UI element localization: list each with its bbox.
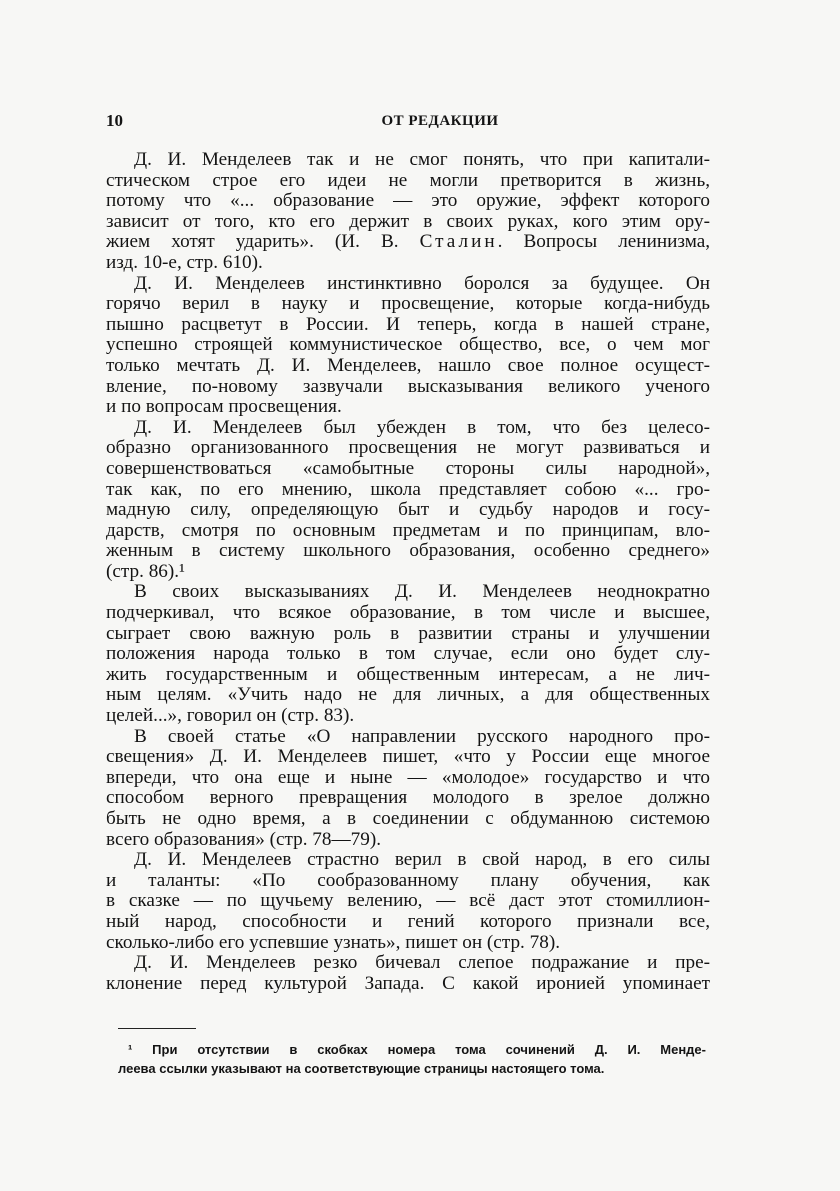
text-fragment: . Вопросы ленинизма, [497,232,710,253]
text-line: дарств, смотря по основным предметам и по принципам, вло- [106,520,710,541]
text-line: Д. И. Менделеев инстинктивно боролся за будущее. Он [134,273,710,294]
text-line: В своих высказываниях Д. И. Менделеев неоднократно [134,582,710,603]
running-title: ОТ РЕДАКЦИИ [381,113,499,129]
paragraph-1 [106,150,710,274]
author-name-spaced: Сталин [419,232,498,253]
footnote-divider [118,1028,196,1029]
text-line: женным в систему школьного образования, особенно среднего» [106,541,710,562]
text-line: в сказке — по щучьему велению, — всё даст этот стомиллион- [106,891,710,912]
text-line: подчеркивал, что всякое образование, в том числе и высшее, [106,603,710,624]
text-line: изд. 10-е, стр. 610). [106,252,263,273]
footnote-line: леева ссылки указывают на соответствующие страницы настоящего тома. [118,1061,605,1076]
paragraph-3 [106,418,710,583]
text-line: и по вопросам просвещения. [106,397,342,418]
text-line: ный народ, способности и гений которого признали все, [106,911,710,932]
text-line: так как, по его мнению, школа представляет собою «... гро- [106,479,710,500]
text-line: вление, по-новому зазвучали высказывания великого ученого [106,376,710,397]
text-line: Д. И. Менделеев страстно верил в свой народ, в его силы [134,850,710,871]
text-line: сколько-либо его успевшие узнать», пишет он (стр. 78). [106,932,561,953]
text-line: Д. И. Менделеев резко бичевал слепое подражание и пре- [134,953,710,974]
paragraph-6 [106,850,710,953]
text-line: ным целям. «Учить надо не для личных, а для общественных [106,685,710,706]
text-line: (стр. 86).¹ [106,561,185,582]
paragraph-5 [106,727,710,851]
text-line: совершенствоваться «самобытные стороны силы народной», [106,458,710,479]
text-line: жить государственным и общественным интересам, а не лич- [106,664,710,685]
paragraph-2 [106,274,710,418]
text-line: потому что «... образование — это оружие, эффект которого [106,191,710,212]
text-line [106,232,710,253]
text-line: Д. И. Менделеев так и не смог понять, что при капитали- [134,150,710,170]
text-line: целей...», говорил он (стр. 83). [106,706,355,727]
text-line: образно организованного просвещения не могут развиваться и [106,438,710,459]
footnote [118,1040,706,1078]
text-fragment: жием хотят ударить». (И. В. [106,232,399,253]
text-line: способом верного превращения молодого в зрелое должно [106,788,710,809]
footnote-line: ¹ При отсутствии в скобках номера тома сочинений Д. И. Менде- [128,1042,706,1057]
body-text [106,150,710,994]
text-line: и таланты: «По сообразованному плану обучения, как [106,870,710,891]
text-line: пышно расцветут в России. И теперь, когда в нашей стране, [106,314,710,335]
text-line: Д. И. Менделеев был убежден в том, что без целесо- [134,417,710,438]
text-line: свещения» Д. И. Менделеев пишет, «что у России еще многое [106,747,710,768]
paragraph-4 [106,582,710,726]
text-line: клонение перед культурой Запада. С какой иронией упоминает [106,973,710,994]
text-line: В своей статье «О направлении русского народного про- [134,726,710,747]
text-line: стическом строе его идеи не могли претворится в жизнь, [106,170,710,191]
text-line: всего образования» (стр. 78—79). [106,829,382,850]
text-line: успешно строящей коммунистическое общество, все, о чем мог [106,335,710,356]
text-line: зависит от того, кто его держит в своих руках, кого этим ору- [106,211,710,232]
text-line: сыграет свою важную роль в развитии страны и улучшении [106,623,710,644]
text-line: положения народа только в том случае, если оно будет слу- [106,644,710,665]
text-line: только мечтать Д. И. Менделеев, нашло свое полное осущест- [106,355,710,376]
page-number: 10 [106,111,123,130]
text-line: быть не одно время, а в соединении с обдуманною системою [106,809,710,829]
paragraph-7 [106,953,710,994]
text-line: впереди, что она еще и ныне — «молодое» государство и что [106,767,710,788]
text-line: мадную силу, определяющую быт и судьбу народов и госу- [106,500,710,521]
text-line: горячо верил в науку и просвещение, которые когда-нибудь [106,294,710,315]
